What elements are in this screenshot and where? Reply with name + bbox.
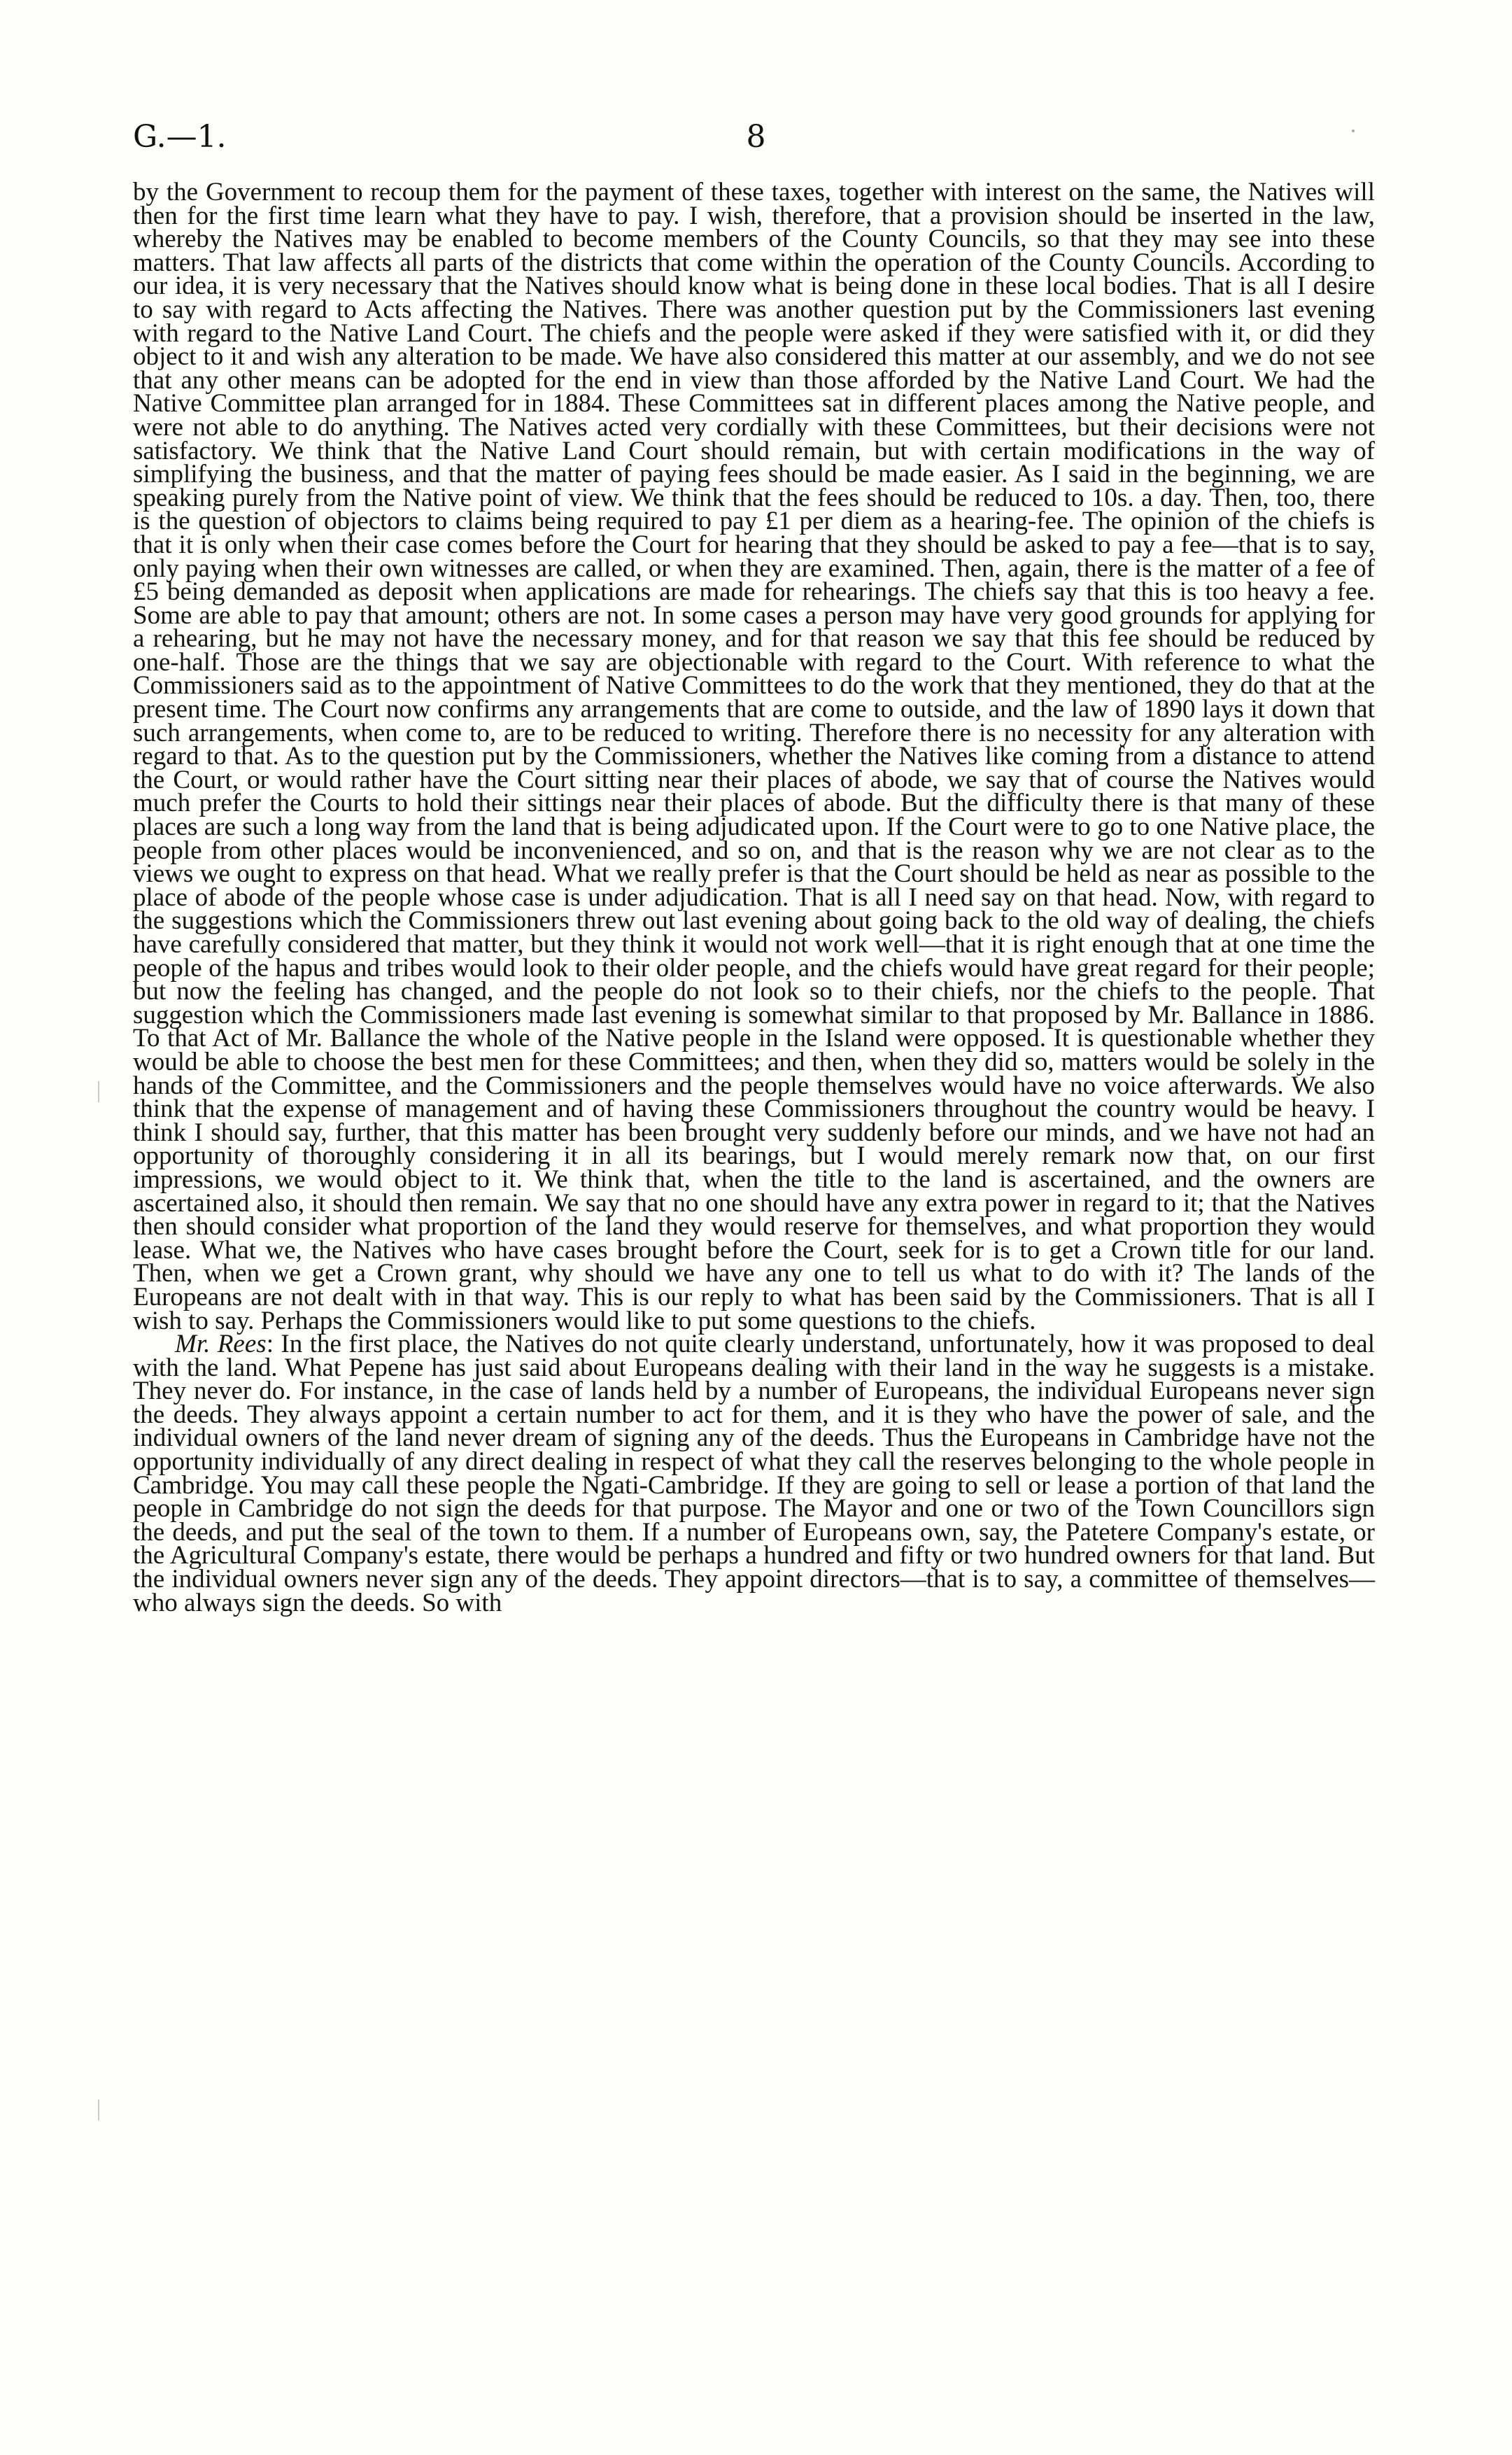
- paragraph-text: : In the first place, the Natives do not quite clearly understand, unfortunately, how it was proposed to deal with the land. What Pepene has just said about Europeans dealing with their land in the way he suggests is a mistake. They never do. For instance, in the case of lands held by a number of Europeans, the individual Europeans never sign the deeds. They always appoint a certain number to act for them, and it is they who have the power of sale, and the individual owners of the land never dream of signing any of the deeds. Thus the Europeans in Cambridge have not the opportunity individually of any direct dealing in respect of what they call the reserves belonging to the whole people in Cambridge. You may call these people the Ngati-Cambridge. If they are going to sell or lease a portion of that land the people in Cambridge do not sign the deeds for that purpose. The Mayor and one or two of the Town Councillors sign the deeds, and put the seal of the town to them. If a number of Europeans own, say, the Patetere Company's estate, or the Agricultural Company's estate, there would be perhaps a hundred and fifty or two hundred owners for that land. But the individual owners never sign any of the deeds. They appoint directors—that is to say, a committee of themselves—who always sign the deeds. So with: [133, 1330, 1375, 1617]
- document-reference: G.—1.: [133, 119, 227, 155]
- page-header: [133, 119, 1379, 175]
- body-text: [133, 178, 1375, 1617]
- page-number: 8: [746, 119, 766, 155]
- margin-mark: [98, 1081, 99, 1102]
- speaker-name: Mr. Rees: [175, 1330, 267, 1359]
- paragraph: [133, 1332, 1375, 1615]
- margin-mark: [98, 2099, 99, 2120]
- paragraph: by the Government to recoup them for the payment of these taxes, together with interest on the same, the Natives will then for the first time learn what they have to pay. I wish, therefore, that a provision should be inserted in the law, whereby the Natives may be enabled to become members of the County Councils, so that they may see into these matters. That law affects all parts of the districts that come within the operation of the County Councils. According to our idea, it is very necessary that the Natives should know what is being done in these local bodies. That is all I desire to say with regard to Acts affecting the Natives. There was another question put by the Commissioners last evening with regard to the Native Land Court. The chiefs and the people were asked if they were satisfied with it, or did they object to it and wish any alteration to be made. We have also considered this matter at our assembly, and we do not see that any other means can be adopted for the end in view than those afforded by the Native Land Court. We had the Native Committee plan arranged for in 1884. These Committees sat in different places among the Native people, and were not able to do anything. The Natives acted very cordially with these Committees, but their decisions were not satisfactory. We think that the Native Land Court should remain, but with certain modifications in the way of simplifying the business, and that the matter of paying fees should be made easier. As I said in the beginning, we are speaking purely from the Native point of view. We think that the fees should be reduced to 10s. a day. Then, too, there is the question of objectors to claims being required to pay £1 per diem as a hearing-fee. The opinion of the chiefs is that it is only when their case comes before the Court for hearing that they should be asked to pay a fee—that is to say, only paying when their own witnesses are called, or when they are examined. Then, again, there is the matter of a fee of £5 being demanded as deposit when applications are made for rehearings. The chiefs say that this is too heavy a fee. Some are able to pay that amount; others are not. In some cases a person may have very good grounds for applying for a rehearing, but he may not have the necessary money, and for that reason we say that this fee should be reduced by one-half. Those are the things that we say are objectionable with regard to the Court. With reference to what the Commissioners said as to the appointment of Native Committees to do the work that they mentioned, they do that at the present time. The Court now confirms any arrangements that are come to outside, and the law of 1890 lays it down that such arrangements, when come to, are to be reduced to writing. Therefore there is no necessity for any alteration with regard to that. As to the question put by the Commissioners, whether the Natives like coming from a distance to attend the Court, or would rather have the Court sitting near their places of abode, we say that of course the Natives would much prefer the Courts to hold their sittings near their places of abode. But the difficulty there is that many of these places are such a long way from the land that is being adjudicated upon. If the Court were to go to one Native place, the people from other places would be inconvenienced, and so on, and that is the reason why we are not clear as to the views we ought to express on that head. What we really prefer is that the Court should be held as near as possible to the place of abode of the people whose case is under adjudication. That is all I need say on that head. Now, with regard to the suggestions which the Commissioners threw out last evening about going back to the old way of dealing, the chiefs have carefully considered that matter, but they think it would not work well—that it is right enough that at one time the people of the hapus and tribes would look to their older people, and the chiefs would have great regard for their people; but now the feeling has changed, and the people do not look so to their chiefs, nor the chiefs to the people. That suggestion which the Commissioners made last evening is somewhat similar to that proposed by Mr. Ballance in 1886. To that Act of Mr. Ballance the whole of the Native people in the Island were opposed. It is questionable whether they would be able to choose the best men for these Committees; and then, when they did so, matters would be solely in the hands of the Committee, and the Commissioners and the people themselves would have no voice afterwards. We also think that the expense of management and of having these Commissioners throughout the country would be heavy. I think I should say, further, that this matter has been brought very suddenly before our minds, and we have not had an opportunity of thoroughly considering it in all its bearings, but I would merely remark now that, on our first impressions, we would object to it. We think that, when the title to the land is ascertained, and the owners are ascertained also, it should then remain. We say that no one should have any extra power in regard to it; that the Natives then should consider what proportion of the land they would reserve for themselves, and what proportion they would lease. What we, the Natives who have cases brought before the Court, seek for is to get a Crown title for our land. Then, when we get a Crown grant, why should we have any one to tell us what to do with it? The lands of the Europeans are not dealt with in that way. This is our reply to what has been said by the Commissioners. That is all I wish to say. Perhaps the Commissioners would like to put some questions to the chiefs.: [133, 178, 1375, 1335]
